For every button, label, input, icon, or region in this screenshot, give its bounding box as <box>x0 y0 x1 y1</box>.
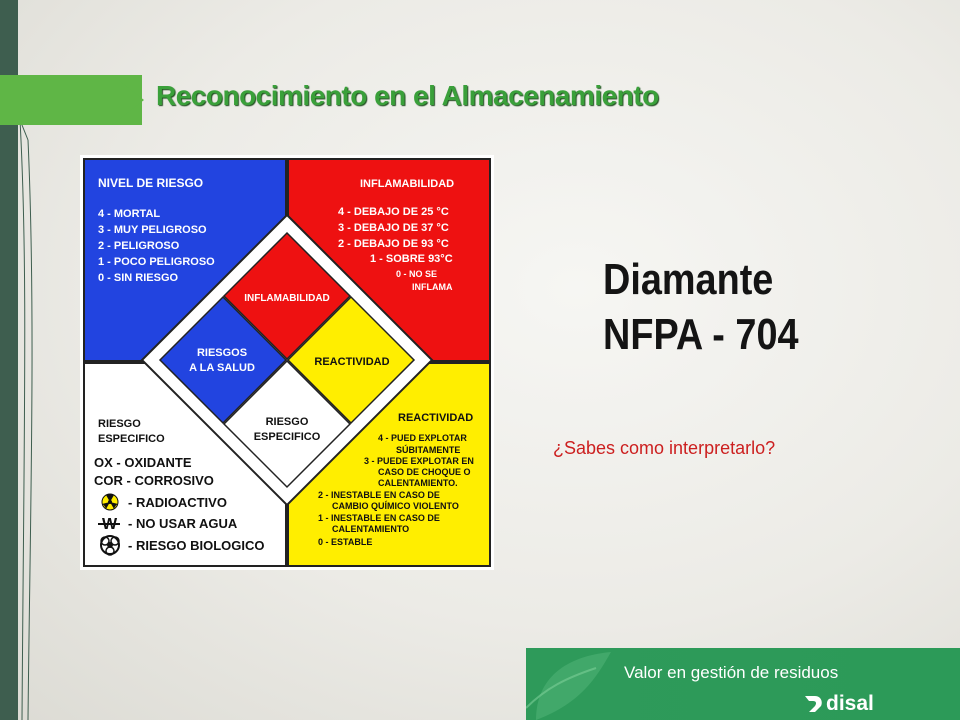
yellow-item: CALENTAMIENTO. <box>378 478 458 488</box>
yellow-item: 1 - INESTABLE EN CASO DE <box>318 513 440 523</box>
blue-item: 2 - PELIGROSO <box>98 240 180 252</box>
heading-line-1: Diamante <box>603 255 774 304</box>
footer-banner <box>526 648 960 720</box>
nfpa-diamond-chart <box>80 155 494 570</box>
blue-item: 1 - POCO PELIGROSO <box>98 256 215 268</box>
yellow-title: REACTIVIDAD <box>398 412 474 424</box>
yellow-item: 2 - INESTABLE EN CASO DE <box>318 490 440 500</box>
center-top-label: INFLAMABILIDAD <box>244 293 330 304</box>
slide-title: Reconocimiento en el Almacenamiento <box>156 80 659 111</box>
blue-item: 4 - MORTAL <box>98 208 161 220</box>
yellow-item: CAMBIO QUÍMICO VIOLENTO <box>332 501 459 511</box>
red-title: INFLAMABILIDAD <box>360 178 455 190</box>
red-item: 3 - DEBAJO DE 37 °C <box>338 222 449 234</box>
leaf-icon <box>526 648 616 720</box>
footer-tagline: Valor en gestión de residuos <box>624 663 839 682</box>
white-item: COR - CORROSIVO <box>94 473 214 488</box>
center-left-label: RIESGOS <box>196 347 248 359</box>
radioactive-icon <box>102 494 118 510</box>
question-text: ¿Sabes como interpretarlo? <box>553 438 776 458</box>
yellow-item: 4 - PUED EXPLOTAR <box>378 433 467 443</box>
yellow-item: SÚBITAMENTE <box>396 445 461 455</box>
white-item: - RADIOACTIVO <box>128 495 227 510</box>
blue-item: 3 - MUY PELIGROSO <box>98 224 207 236</box>
red-item: INFLAMA <box>412 282 453 292</box>
decorative-lines <box>18 120 58 720</box>
white-item: - NO USAR AGUA <box>128 516 238 531</box>
center-left-label: A LA SALUD <box>189 362 255 374</box>
yellow-item: CALENTAMIENTO <box>332 524 410 534</box>
title-accent-arrow <box>112 75 144 125</box>
red-item: 2 - DEBAJO DE 93 °C <box>338 238 449 250</box>
white-title: ESPECIFICO <box>98 433 165 445</box>
yellow-item: CASO DE CHOQUE O <box>378 467 471 477</box>
yellow-item: 3 - PUEDE EXPLOTAR EN <box>364 456 474 466</box>
white-item: - RIESGO BIOLOGICO <box>128 538 265 553</box>
footer-brand: disal <box>826 692 874 715</box>
disal-logo-icon <box>803 694 825 714</box>
white-item: OX - OXIDANTE <box>94 455 192 470</box>
red-item: 1 - SOBRE 93°C <box>370 253 453 265</box>
red-item: 0 - NO SE <box>396 269 438 279</box>
diamond-heading <box>603 252 799 362</box>
center-right-label: REACTIVIDAD <box>314 356 390 368</box>
center-bottom-label: ESPECIFICO <box>253 431 321 443</box>
blue-item: 0 - SIN RIESGO <box>98 272 179 284</box>
no-water-icon: W <box>102 516 118 533</box>
heading-line-2: NFPA - 704 <box>603 310 799 359</box>
center-bottom-label: RIESGO <box>265 416 309 428</box>
blue-title: NIVEL DE RIESGO <box>98 176 204 190</box>
yellow-item: 0 - ESTABLE <box>318 537 373 547</box>
white-title: RIESGO <box>98 418 141 430</box>
red-item: 4 - DEBAJO DE 25 °C <box>338 206 449 218</box>
